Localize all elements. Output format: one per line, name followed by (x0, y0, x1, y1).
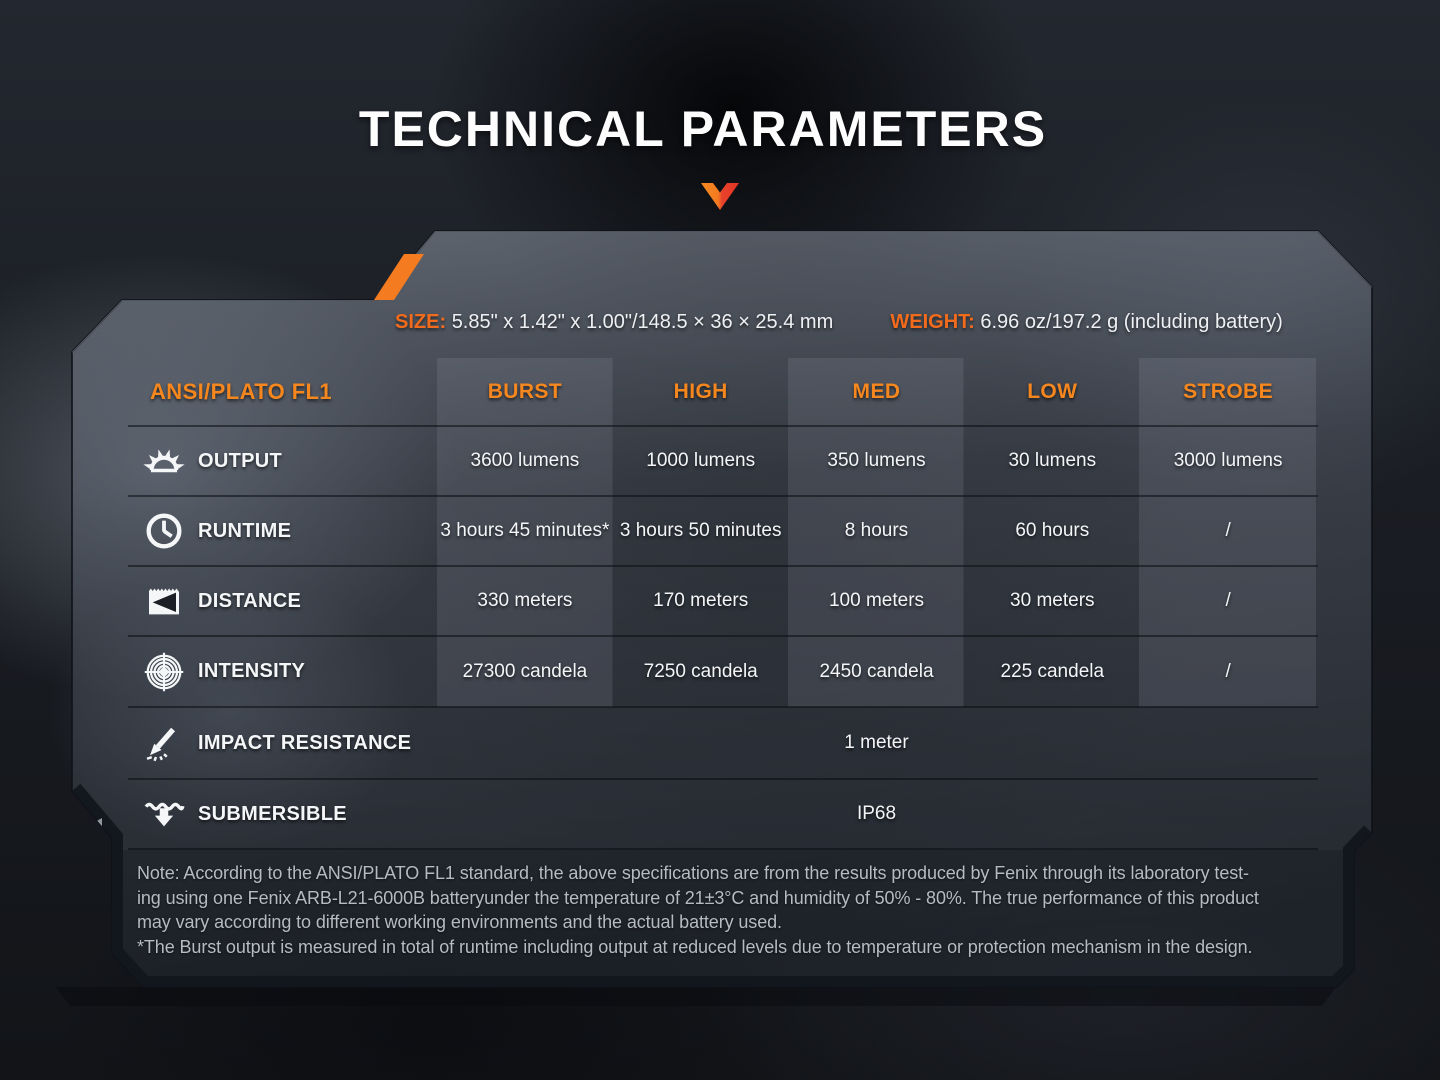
weight-value: 6.96 oz/197.2 g (including battery) (980, 311, 1283, 333)
row-label: OUTPUT (198, 449, 283, 472)
output-strobe: 3000 lumens (1173, 450, 1283, 471)
runtime-low: 60 hours (1015, 520, 1090, 541)
right-accent-bar (1357, 840, 1369, 970)
intensity-strobe: / (1225, 660, 1231, 682)
table-header-row (128, 358, 1316, 426)
panel-shadow (56, 987, 1336, 1006)
row-label: INTENSITY (198, 660, 306, 682)
runtime-strobe: / (1225, 520, 1231, 541)
distance-high: 170 meters (653, 590, 749, 611)
footnote-line: *The Burst output is measured in total of runtime including output at reduced levels due to temperature or protection mechanism in the design. (137, 936, 1253, 957)
submersible-value: IP68 (856, 803, 897, 824)
row-label: DISTANCE (198, 589, 302, 612)
page-title: TECHNICAL PARAMETERS (358, 101, 1048, 157)
distance-strobe: / (1225, 590, 1231, 611)
footnote-line: may vary according to different working environments and the actual battery used. (137, 912, 782, 933)
intensity-high: 7250 candela (643, 660, 758, 682)
footnote (137, 861, 1259, 959)
size-value: 5.85" x 1.42" x 1.00"/148.5 × 36 × 25.4 mm (451, 311, 834, 333)
intensity-low: 225 candela (1000, 660, 1105, 682)
output-low: 30 lumens (1008, 450, 1097, 471)
distance-low: 30 meters (1010, 590, 1095, 611)
table-row-distance (128, 566, 1316, 636)
table-row-impact-resistance (128, 707, 1316, 779)
footnote-line: Note: According to the ANSI/PLATO FL1 standard, the above specifications are from the results produced by Fenix through its laboratory test- (137, 863, 1249, 883)
column-header-high: HIGH (673, 380, 728, 403)
beam-distance-icon (140, 581, 188, 621)
row-label: RUNTIME (198, 519, 292, 542)
runtime-high: 3 hours 50 minutes (619, 520, 782, 541)
intensity-med: 2450 candela (819, 660, 934, 682)
distance-burst: 330 meters (477, 590, 573, 611)
distance-med: 100 meters (828, 590, 925, 611)
weight-label: WEIGHT: (890, 311, 975, 333)
standard-label: ANSI/PLATO FL1 (150, 379, 333, 404)
runtime-med: 8 hours (844, 520, 909, 541)
output-high: 1000 lumens (646, 450, 756, 471)
chevron-down-icon (701, 183, 739, 210)
intensity-burst: 27300 candela (462, 660, 588, 682)
runtime-burst: 3 hours 45 minutes* (440, 520, 610, 541)
water-submersible-icon (140, 796, 188, 832)
column-header-strobe: STROBE (1183, 380, 1274, 403)
clock-icon (140, 511, 188, 551)
column-header-med: MED (852, 380, 901, 403)
size-label: SIZE: (395, 311, 447, 333)
size-weight-line (395, 311, 1283, 334)
column-header-low: LOW (1027, 380, 1078, 403)
hammer-impact-icon (140, 722, 188, 764)
target-icon (140, 651, 188, 693)
column-header-burst: BURST (487, 380, 563, 403)
row-label: IMPACT RESISTANCE (198, 731, 412, 754)
corner-stripes (70, 818, 102, 936)
footnote-line: ing using one Fenix ARB-L21-6000B batteryunder the temperature of 21±3°C and humidity of 50% - 80%. The true performance of this product (137, 887, 1259, 908)
table-row-output (128, 426, 1316, 496)
impact-resistance-value: 1 meter (844, 732, 909, 753)
light-output-icon (140, 443, 188, 479)
output-burst: 3600 lumens (470, 450, 580, 471)
output-med: 350 lumens (827, 450, 926, 471)
table-row-submersible (128, 779, 1316, 849)
table-row-runtime (128, 496, 1316, 566)
table-row-intensity (128, 636, 1316, 707)
row-label: SUBMERSIBLE (198, 802, 347, 825)
